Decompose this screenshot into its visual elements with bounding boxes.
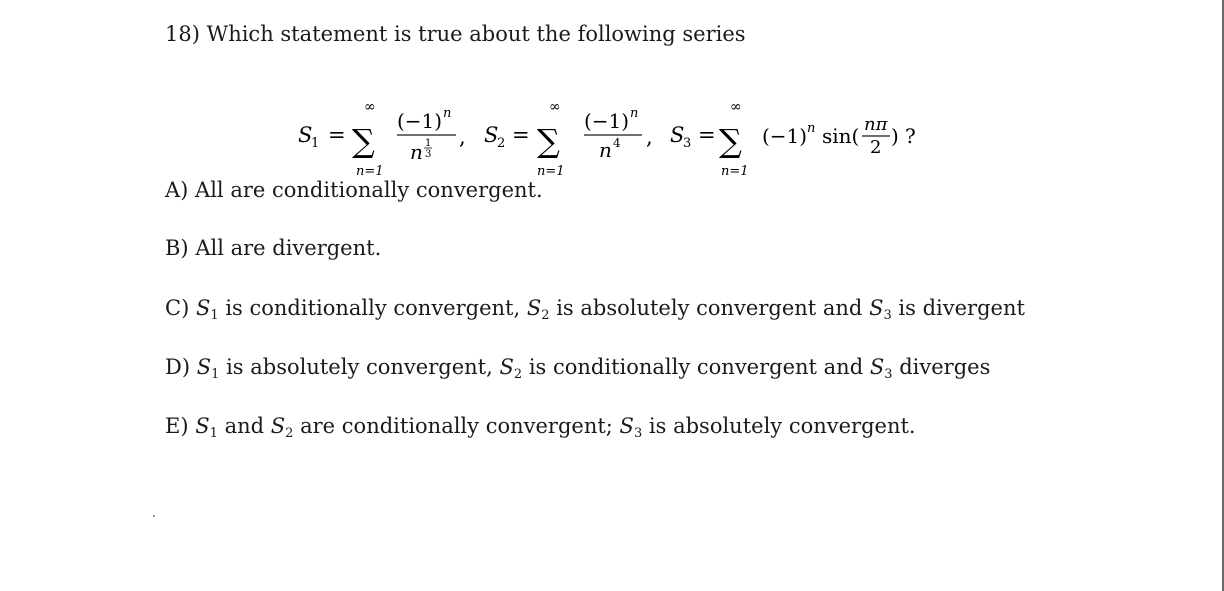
option-c-text-2: is absolutely convergent and <box>556 296 863 320</box>
option-b-label: B) <box>165 236 189 260</box>
option-d-s2-sub: 2 <box>513 367 523 382</box>
s1-sum-sign: ∑ <box>352 122 375 160</box>
s1-comma: , <box>459 125 466 149</box>
option-b-text: All are divergent. <box>195 236 382 260</box>
option-d-s3: S <box>869 355 885 379</box>
option-d-s2: S <box>499 355 514 379</box>
s1-symbol: S <box>298 123 313 147</box>
option-c-text-1: is conditionally convergent, <box>225 296 521 320</box>
s3-frac-numerator: nπ <box>864 114 888 135</box>
s1-equals: = <box>328 123 346 147</box>
s2-denominator-exponent: 4 <box>613 136 621 150</box>
option-e-s2: S <box>270 414 286 438</box>
s1-sum-upper: ∞ <box>364 99 376 115</box>
s3-subscript: 3 <box>683 136 692 151</box>
s1-denominator: n <box>410 140 423 164</box>
option-d-s3-sub: 3 <box>884 367 893 382</box>
option-d-text-1: is absolutely convergent, <box>226 355 493 379</box>
s3-equals: = <box>698 123 716 147</box>
s3-sum-lower: n=1 <box>721 164 749 179</box>
option-c-s1-sub: 1 <box>210 308 219 323</box>
option-e-text-3: is absolutely convergent. <box>648 414 916 438</box>
option-d-s1-sub: 1 <box>211 367 220 382</box>
option-c-s3: S <box>869 296 884 320</box>
option-e <box>165 414 916 441</box>
option-e-s1: S <box>195 414 210 438</box>
s3-term-exponent: n <box>807 121 816 136</box>
s3-sum-sign: ∑ <box>719 122 742 160</box>
question-text: Which statement is true about the following series <box>206 22 746 46</box>
option-a-text: All are conditionally convergent. <box>195 178 543 202</box>
s2-comma: , <box>646 125 653 149</box>
scan-speck <box>153 515 155 517</box>
option-e-s3: S <box>619 414 634 438</box>
option-c-s1: S <box>195 296 211 320</box>
s3-term: (−1) <box>762 124 808 148</box>
s2-subscript: 2 <box>497 136 506 151</box>
option-d <box>165 355 990 382</box>
s3-close-paren: ) <box>891 124 899 148</box>
question-heading <box>165 22 746 46</box>
option-b <box>165 236 381 260</box>
option-e-text-2: are conditionally convergent; <box>300 414 613 438</box>
s2-equals: = <box>512 123 530 147</box>
s2-sum-lower: n=1 <box>537 164 565 179</box>
option-e-label: E) <box>165 414 189 438</box>
s1-numerator: (−1) <box>397 109 443 133</box>
option-e-s3-sub: 3 <box>633 426 643 441</box>
series-formula-svg <box>298 95 938 180</box>
option-e-text-1: and <box>224 414 265 438</box>
s2-numerator: (−1) <box>584 109 630 133</box>
s2-numerator-exponent: n <box>630 106 639 121</box>
option-c <box>165 296 1025 323</box>
s1-numerator-exponent: n <box>443 106 452 121</box>
option-e-s2-sub: 2 <box>285 426 294 441</box>
s1-den-exp-denominator: 3 <box>425 149 432 160</box>
option-d-s1: S <box>196 355 212 379</box>
option-c-s3-sub: 3 <box>883 308 892 323</box>
option-d-text-2: is conditionally convergent and <box>528 355 864 379</box>
s2-symbol: S <box>484 123 499 147</box>
s3-sum-upper: ∞ <box>730 99 742 115</box>
option-c-text-3: is divergent <box>898 296 1025 320</box>
option-a-label: A) <box>165 178 189 202</box>
option-c-s2: S <box>526 296 542 320</box>
s3-sin: sin( <box>822 124 860 148</box>
option-c-s2-sub: 2 <box>541 308 550 323</box>
series-formula <box>298 95 938 180</box>
option-c-label: C) <box>165 296 190 320</box>
option-a <box>165 178 543 202</box>
option-d-label: D) <box>165 355 191 379</box>
s3-frac-denominator: 2 <box>870 137 882 158</box>
question-number: 18) <box>165 22 200 46</box>
s2-sum-upper: ∞ <box>549 99 561 115</box>
s1-den-exp-numerator: 1 <box>425 138 432 149</box>
s3-symbol: S <box>670 123 685 147</box>
option-d-text-3: diverges <box>899 355 991 379</box>
question-mark: ? <box>905 124 916 148</box>
option-e-s1-sub: 1 <box>209 426 218 441</box>
s1-sum-lower: n=1 <box>356 164 384 179</box>
s2-denominator: n <box>599 138 612 162</box>
s1-subscript: 1 <box>311 136 320 151</box>
s2-sum-sign: ∑ <box>537 122 560 160</box>
